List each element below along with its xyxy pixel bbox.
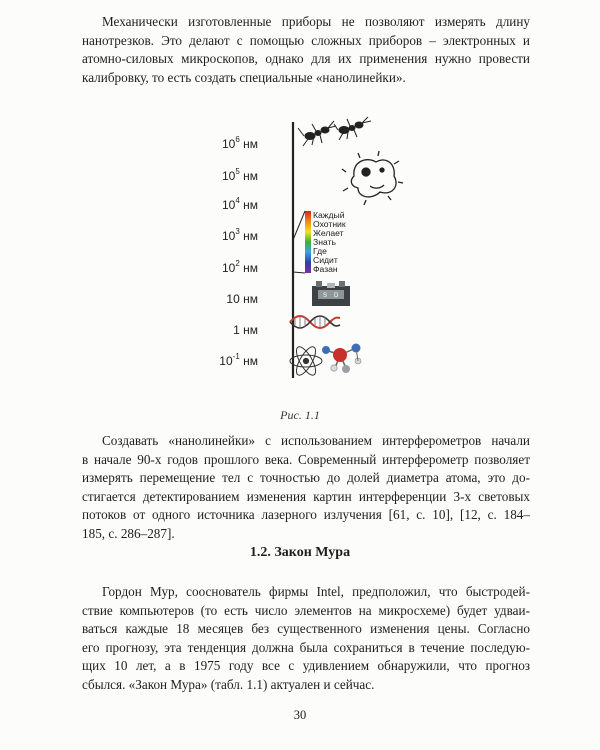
spectrum-word: Охотник — [313, 219, 346, 229]
page-number: 30 — [293, 708, 307, 722]
scale-label-1e4: $10^4$ нм — [221, 196, 258, 212]
ant-icon — [298, 121, 336, 146]
spectrum-word: Где — [313, 246, 327, 256]
text-line: в начале 90-х годов прошлого века. Современный интерферометр позволяет — [82, 451, 530, 467]
scale-label-1e2: $10^2$ нм — [221, 259, 258, 275]
text-line: калибровку, то есть создать специальные «нанолинейки». — [82, 69, 406, 85]
text-line: Гордон Мур, сооснователь фирмы Intel, предположил, что быстродей- — [102, 584, 530, 599]
text-line: щих 10 лет, а в 1975 году все с удивлением обнаружили, что прогноз — [82, 658, 530, 674]
text-line: атомно-силовых микроскопов, однако для их применения нужно провести — [82, 51, 530, 67]
molecule-icon — [322, 344, 361, 374]
scale-label-1e3: $10^3$ нм — [221, 227, 258, 243]
svg-text:D: D — [334, 293, 339, 299]
text-line: ваться каждые 18 месяцев без существенного изменения цены. Согласно — [82, 621, 530, 637]
ant-icon — [334, 117, 371, 140]
spectrum-word: Фазан — [313, 264, 338, 274]
atom-icon — [290, 344, 322, 378]
spectrum-word: Каждый — [313, 210, 345, 220]
transistor-chip-icon — [312, 281, 350, 306]
interferometer-paragraph — [82, 432, 530, 544]
scale-label-10: 10 нм — [226, 292, 258, 306]
text-line: ствие компьютеров (то есть число элементов на микросхеме) будет удваи- — [82, 602, 530, 618]
text-line: Механически изготовленные приборы не позволяют измерять длину — [102, 14, 530, 29]
text-line: 185, с. 286–287]. — [82, 525, 175, 541]
scale-label-1e5: $10^5$ нм — [221, 167, 258, 183]
text-line: сбылся. «Закон Мура» (табл. 1.1) актуален и сейчас. — [82, 676, 375, 692]
scale-label-1e6: $10^6$ нм — [221, 135, 258, 151]
figure-caption: Рис. 1.1 — [280, 408, 320, 422]
moore-paragraph — [82, 583, 530, 695]
text-line: его прогнозу, эта тенденция должна была сохраниться в течение последую- — [82, 639, 530, 655]
spectrum-word: Желает — [313, 228, 344, 238]
spectrum-word: Знать — [313, 237, 336, 247]
scale-label-1e-1: $10^{-1}$ нм — [219, 352, 258, 368]
section-heading: 1.2. Закон Мура — [249, 545, 351, 560]
text-line: потоков от одного источника лазерного излучения [61, с. 10], [12, с. 184– — [82, 507, 530, 523]
light-spectrum-icon — [293, 211, 311, 273]
text-line: Создавать «нанолинейки» с использованием интерферометров начали — [102, 433, 530, 448]
spectrum-mnemonic — [313, 210, 346, 274]
bacterium-icon — [342, 151, 403, 205]
svg-text:S: S — [323, 293, 328, 299]
scale-labels — [219, 135, 258, 368]
text-line: стигается детектированием изменения картин интерференции 3-х световых — [82, 488, 530, 504]
text-line: нанотрезков. Это делают с помощью сложных приборов – электронных и — [82, 32, 530, 48]
scale-label-1: 1 нм — [233, 323, 258, 337]
text-line: измерять перемещение тел с точностью до долей диаметра атома, это до- — [82, 470, 530, 486]
spectrum-word: Сидит — [313, 255, 338, 265]
dna-helix-icon — [290, 316, 340, 328]
